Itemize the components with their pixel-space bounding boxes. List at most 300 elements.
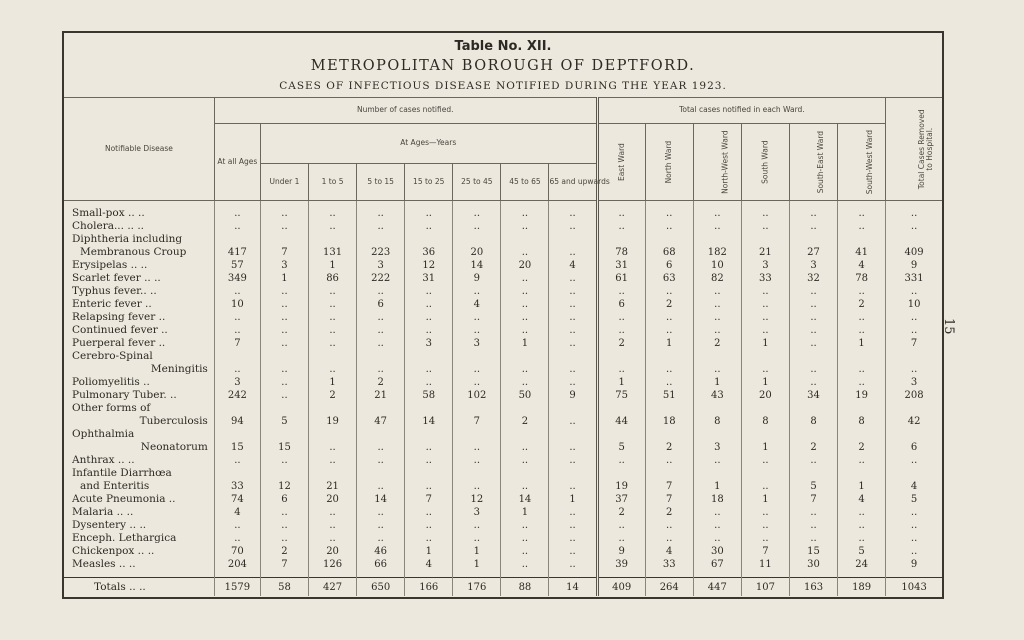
table-cell: 66: [357, 558, 405, 571]
table-cell: [693, 467, 741, 480]
table-cell: ..: [886, 311, 942, 324]
table-cell: 18: [645, 415, 693, 428]
table-cell: 1: [741, 441, 789, 454]
table-cell: ..: [645, 207, 693, 220]
table-cell: ..: [741, 480, 789, 493]
table-cell: ..: [309, 506, 357, 519]
disease-name: Dysentery .. ..: [72, 519, 147, 531]
table-cell: 15: [214, 441, 260, 454]
table-cell: ..: [741, 454, 789, 467]
table-cell: 1: [405, 545, 453, 558]
table-cell: 7: [789, 493, 837, 506]
disease-name: Pulmonary Tuber. ..: [72, 389, 177, 401]
table-cell: [886, 350, 942, 363]
table-cell: ..: [260, 454, 308, 467]
disease-name: Membranous Croup: [80, 246, 187, 258]
table-cell: ..: [357, 454, 405, 467]
table-cell: 242: [214, 389, 260, 402]
table-cell: [405, 402, 453, 415]
table-cell: [214, 233, 260, 246]
table-cell: 67: [693, 558, 741, 571]
table-cell: ..: [405, 207, 453, 220]
table-cell: 19: [309, 415, 357, 428]
total-cell: 166: [405, 578, 453, 597]
table-cell: ..: [214, 363, 260, 376]
table-cell: ..: [789, 532, 837, 545]
table-cell: ..: [693, 532, 741, 545]
total-cell: 1579: [214, 578, 260, 597]
table-cell: 8: [693, 415, 741, 428]
table-cell: 57: [214, 259, 260, 272]
table-cell: [453, 350, 501, 363]
table-cell: 2: [789, 441, 837, 454]
borough-title: METROPOLITAN BOROUGH OF DEPTFORD.: [310, 58, 696, 74]
table-cell: ..: [453, 324, 501, 337]
table-cell: [838, 350, 886, 363]
table-cell: ..: [549, 246, 597, 259]
table-cell: ..: [789, 220, 837, 233]
table-cell: 3: [741, 259, 789, 272]
table-cell: 7: [405, 493, 453, 506]
table-cell: ..: [309, 337, 357, 350]
table-cell: ..: [453, 285, 501, 298]
table-cell: 7: [453, 415, 501, 428]
table-cell: ..: [741, 298, 789, 311]
table-cell: ..: [405, 220, 453, 233]
table-cell: [501, 467, 549, 480]
table-cell: ..: [405, 506, 453, 519]
table-cell: ..: [453, 207, 501, 220]
disease-name: Meningitis: [150, 363, 208, 375]
table-cell: ..: [549, 441, 597, 454]
table-row: [64, 376, 942, 389]
table-cell: ..: [549, 272, 597, 285]
table-cell: 5: [789, 480, 837, 493]
table-cell: 3: [886, 376, 942, 389]
table-cell: ..: [405, 480, 453, 493]
table-cell: 7: [645, 480, 693, 493]
table-cell: ..: [260, 376, 308, 389]
table-cell: ..: [838, 376, 886, 389]
table-cell: 1: [597, 376, 645, 389]
table-cell: ..: [453, 311, 501, 324]
table-cell: 4: [838, 259, 886, 272]
table-cell: ..: [309, 207, 357, 220]
table-cell: [645, 402, 693, 415]
table-cell: ..: [357, 480, 405, 493]
table-cell: ..: [453, 519, 501, 532]
table-row: [64, 324, 942, 337]
total-cell: 447: [693, 578, 741, 597]
table-cell: ..: [309, 220, 357, 233]
table-row: [64, 389, 942, 402]
table-cell: ..: [741, 220, 789, 233]
table-row: [64, 415, 942, 428]
table-cell: 20: [501, 259, 549, 272]
table-cell: ..: [597, 519, 645, 532]
table-cell: ..: [693, 220, 741, 233]
table-cell: 46: [357, 545, 405, 558]
table-cell: ..: [789, 363, 837, 376]
table-row: [64, 220, 942, 233]
totals-label: Totals .. ..: [64, 578, 214, 597]
table-cell: 74: [214, 493, 260, 506]
total-cell: 176: [453, 578, 501, 597]
table-row: [64, 506, 942, 519]
table-cell: ..: [693, 324, 741, 337]
table-cell: [645, 428, 693, 441]
table-cell: 2: [693, 337, 741, 350]
table-cell: 5: [260, 415, 308, 428]
table-cell: [693, 233, 741, 246]
table-cell: 8: [789, 415, 837, 428]
table-cell: ..: [886, 363, 942, 376]
table-cell: ..: [309, 324, 357, 337]
table-cell: [357, 350, 405, 363]
table-cell: ..: [645, 220, 693, 233]
table-cell: 14: [357, 493, 405, 506]
table-cell: 47: [357, 415, 405, 428]
table-cell: ..: [549, 519, 597, 532]
table-cell: ..: [214, 311, 260, 324]
table-cell: 78: [597, 246, 645, 259]
table-cell: [597, 233, 645, 246]
table-cell: [693, 402, 741, 415]
table-cell: ..: [838, 311, 886, 324]
table-cell: 15: [789, 545, 837, 558]
table-cell: ..: [549, 454, 597, 467]
table-cell: 2: [597, 337, 645, 350]
table-cell: [453, 402, 501, 415]
table-cell: [693, 350, 741, 363]
disease-name: Ophthalmia: [72, 428, 135, 440]
table-cell: ..: [549, 298, 597, 311]
totals-row: [64, 578, 942, 597]
table-cell: ..: [741, 311, 789, 324]
table-cell: 78: [838, 272, 886, 285]
table-cell: [357, 402, 405, 415]
table-cell: ..: [501, 454, 549, 467]
header-disease: Notifiable Disease: [64, 98, 214, 201]
table-cell: ..: [501, 545, 549, 558]
table-cell: [597, 428, 645, 441]
table-cell: ..: [357, 506, 405, 519]
table-cell: [645, 350, 693, 363]
table-cell: 2: [645, 506, 693, 519]
table-cell: ..: [597, 363, 645, 376]
table-row: [64, 532, 942, 545]
table-cell: 31: [597, 259, 645, 272]
table-cell: ..: [886, 454, 942, 467]
table-cell: 223: [357, 246, 405, 259]
table-cell: ..: [549, 311, 597, 324]
header-ward-north-west: North-West Ward: [693, 124, 741, 201]
table-cell: 2: [645, 298, 693, 311]
table-cell: [260, 402, 308, 415]
disease-name: Relapsing fever ..: [72, 311, 166, 323]
table-cell: ..: [549, 558, 597, 571]
table-cell: 9: [886, 259, 942, 272]
table-cell: ..: [741, 506, 789, 519]
table-cell: 2: [501, 415, 549, 428]
table-cell: 102: [453, 389, 501, 402]
table-cell: [549, 233, 597, 246]
table-cell: 10: [693, 259, 741, 272]
table-cell: 32: [789, 272, 837, 285]
table-cell: 6: [260, 493, 308, 506]
table-cell: 14: [501, 493, 549, 506]
table-cell: 51: [645, 389, 693, 402]
table-cell: ..: [501, 532, 549, 545]
table-cell: ..: [260, 389, 308, 402]
table-cell: ..: [214, 207, 260, 220]
table-cell: ..: [501, 324, 549, 337]
table-cell: ..: [693, 363, 741, 376]
disease-name: Anthrax .. ..: [72, 454, 135, 466]
table-cell: ..: [357, 519, 405, 532]
table-row: [64, 454, 942, 467]
table-cell: 37: [597, 493, 645, 506]
table-cell: ..: [309, 519, 357, 532]
table-cell: 204: [214, 558, 260, 571]
table-cell: 1: [309, 259, 357, 272]
table-cell: 30: [693, 545, 741, 558]
table-cell: ..: [549, 285, 597, 298]
table-cell: [597, 467, 645, 480]
table-cell: ..: [214, 285, 260, 298]
total-cell: 1043: [886, 578, 942, 597]
table-cell: [309, 467, 357, 480]
header-ward-south-east: South-East Ward: [789, 124, 837, 201]
table-cell: [453, 428, 501, 441]
table-cell: [789, 467, 837, 480]
header-age-25-45: 25 to 45: [453, 164, 501, 201]
table-cell: 1: [501, 506, 549, 519]
table-cell: ..: [501, 246, 549, 259]
header-at-ages: At Ages—Years: [260, 124, 597, 164]
table-cell: 31: [405, 272, 453, 285]
table-cell: ..: [838, 220, 886, 233]
table-row: [64, 402, 942, 415]
table-cell: 20: [741, 389, 789, 402]
table-cell: 6: [597, 298, 645, 311]
table-cell: 3: [357, 259, 405, 272]
header-ward-east: East Ward: [597, 124, 645, 201]
table-cell: ..: [886, 220, 942, 233]
table-cell: ..: [453, 441, 501, 454]
table-cell: 4: [453, 298, 501, 311]
table-cell: ..: [453, 532, 501, 545]
table-cell: [838, 402, 886, 415]
table-cell: ..: [405, 285, 453, 298]
table-cell: ..: [260, 363, 308, 376]
table-cell: ..: [214, 220, 260, 233]
table-cell: 19: [838, 389, 886, 402]
table-cell: 3: [453, 506, 501, 519]
header-age-15-25: 15 to 25: [405, 164, 453, 201]
table-row: [64, 441, 942, 454]
table-cell: ..: [741, 324, 789, 337]
table-cell: ..: [501, 441, 549, 454]
disease-name: Small-pox .. ..: [72, 207, 145, 219]
table-cell: 30: [789, 558, 837, 571]
disease-name: Diphtheria including: [72, 233, 183, 245]
table-cell: 5: [597, 441, 645, 454]
table-cell: [645, 467, 693, 480]
disease-name: Infantile Diarrhœa: [72, 467, 172, 479]
table-cell: 44: [597, 415, 645, 428]
table-cell: 82: [693, 272, 741, 285]
table-cell: 126: [309, 558, 357, 571]
table-cell: ..: [309, 441, 357, 454]
table-row: [64, 363, 942, 376]
table-cell: ..: [597, 454, 645, 467]
header-age-65-up: 65 and upwards: [549, 164, 597, 201]
table-row: [64, 246, 942, 259]
table-cell: [645, 233, 693, 246]
table-cell: [501, 402, 549, 415]
total-cell: 58: [260, 578, 308, 597]
table-cell: [886, 428, 942, 441]
table-cell: ..: [789, 376, 837, 389]
table-cell: 34: [789, 389, 837, 402]
table-cell: ..: [309, 363, 357, 376]
table-cell: 33: [741, 272, 789, 285]
table-cell: [741, 350, 789, 363]
table-cell: ..: [357, 311, 405, 324]
table-row: [64, 519, 942, 532]
table-cell: ..: [405, 311, 453, 324]
table-cell: ..: [260, 311, 308, 324]
table-cell: ..: [501, 220, 549, 233]
table-cell: 3: [260, 259, 308, 272]
table-row: [64, 480, 942, 493]
table-cell: ..: [501, 376, 549, 389]
table-row: [64, 285, 942, 298]
table-cell: 58: [405, 389, 453, 402]
header-cases-notified: Number of cases notified.: [214, 98, 597, 124]
table-cell: ..: [838, 363, 886, 376]
disease-name: Scarlet fever .. ..: [72, 272, 161, 284]
table-cell: [309, 233, 357, 246]
table-cell: [405, 428, 453, 441]
table-cell: 3: [214, 376, 260, 389]
table-cell: ..: [549, 220, 597, 233]
table-cell: [549, 402, 597, 415]
table-cell: ..: [260, 519, 308, 532]
disease-name: Cholera... .. ..: [72, 220, 145, 232]
header-age-under-1: Under 1: [260, 164, 308, 201]
table-cell: ..: [789, 506, 837, 519]
table-cell: ..: [741, 519, 789, 532]
table-cell: ..: [645, 532, 693, 545]
table-cell: [501, 350, 549, 363]
disease-name: Enceph. Lethargica: [72, 532, 177, 544]
table-cell: 4: [549, 259, 597, 272]
table-cell: ..: [453, 220, 501, 233]
total-cell: 264: [645, 578, 693, 597]
disease-name: Poliomyelitis ..: [72, 376, 150, 388]
table-cell: 10: [214, 298, 260, 311]
table-cell: ..: [405, 298, 453, 311]
table-cell: 1: [645, 337, 693, 350]
total-cell: 163: [789, 578, 837, 597]
table-cell: 349: [214, 272, 260, 285]
disease-name: Acute Pneumonia ..: [72, 493, 176, 505]
table-cell: 68: [645, 246, 693, 259]
table-cell: ..: [501, 285, 549, 298]
table-row: [64, 493, 942, 506]
table-cell: [741, 467, 789, 480]
disease-name: Continued fever ..: [72, 324, 168, 336]
table-cell: ..: [789, 207, 837, 220]
table-cell: ..: [789, 285, 837, 298]
table-cell: 7: [260, 558, 308, 571]
table-cell: 6: [886, 441, 942, 454]
table-cell: 70: [214, 545, 260, 558]
table-cell: 42: [886, 415, 942, 428]
table-cell: 7: [214, 337, 260, 350]
table-cell: 9: [453, 272, 501, 285]
table-cell: ..: [741, 532, 789, 545]
table-cell: ..: [789, 454, 837, 467]
table-cell: ..: [453, 480, 501, 493]
table-cell: [741, 233, 789, 246]
table-cell: [453, 233, 501, 246]
disease-name: Measles .. ..: [72, 558, 136, 570]
table-cell: [886, 467, 942, 480]
table-cell: ..: [645, 519, 693, 532]
table-cell: ..: [886, 506, 942, 519]
table-cell: ..: [309, 532, 357, 545]
total-cell: 14: [549, 578, 597, 597]
table-row: [64, 467, 942, 480]
table-cell: ..: [260, 506, 308, 519]
table-cell: 2: [597, 506, 645, 519]
table-cell: ..: [357, 324, 405, 337]
header-age-5-15: 5 to 15: [357, 164, 405, 201]
table-row: [64, 233, 942, 246]
table-row: [64, 311, 942, 324]
table-cell: ..: [309, 285, 357, 298]
table-cell: ..: [549, 545, 597, 558]
header-ward-south-west: South-West Ward: [838, 124, 886, 201]
table-cell: ..: [260, 324, 308, 337]
table-cell: [214, 467, 260, 480]
table-cell: 1: [260, 272, 308, 285]
table-cell: 20: [309, 493, 357, 506]
table-cell: [214, 402, 260, 415]
table-cell: 39: [597, 558, 645, 571]
table-cell: 19: [597, 480, 645, 493]
table-cell: 4: [886, 480, 942, 493]
table-cell: ..: [597, 220, 645, 233]
table-cell: ..: [838, 285, 886, 298]
table-cell: ..: [741, 363, 789, 376]
disease-name: Neonatorum: [140, 441, 208, 453]
table-cell: [405, 467, 453, 480]
table-cell: ..: [838, 506, 886, 519]
table-cell: 1: [453, 545, 501, 558]
table-cell: ..: [357, 220, 405, 233]
table-cell: ..: [549, 532, 597, 545]
table-cell: 2: [838, 298, 886, 311]
header-hospital: Total Cases Removed to Hospital.: [886, 98, 942, 201]
header-ward-total: Total cases notified in each Ward.: [597, 98, 886, 124]
table-cell: [260, 350, 308, 363]
table-cell: 1: [693, 480, 741, 493]
table-cell: ..: [214, 519, 260, 532]
